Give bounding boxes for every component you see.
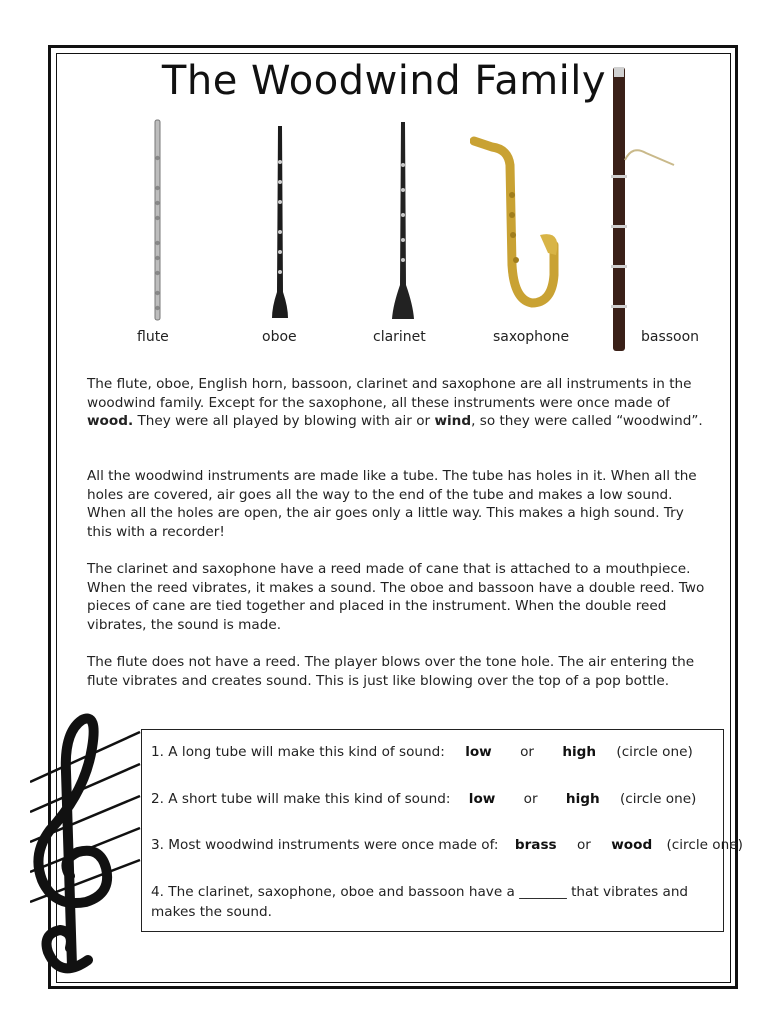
instrument-label-saxophone: saxophone [493, 329, 570, 345]
or-text: or [520, 744, 534, 760]
option-wood[interactable]: wood [611, 837, 653, 853]
clarinet-icon [390, 120, 416, 322]
or-text: or [576, 837, 591, 853]
circle-one-hint: (circle one) [666, 837, 743, 853]
or-text: or [523, 791, 538, 807]
instrument-label-oboe: oboe [262, 329, 297, 345]
question-text-line-2: makes the sound. [151, 904, 272, 920]
bassoon-icon [606, 65, 678, 355]
paragraph-flute: The flute does not have a reed. The player blows over the tone hole. The air entering the flute vibrates and creates sound. This is just like blowing over the top of a pop bottle. [87, 654, 695, 689]
instrument-label-bassoon: bassoon [641, 329, 700, 345]
option-high[interactable]: high [562, 744, 597, 760]
quiz-question-3 [151, 837, 743, 853]
question-text-line-1: 4. The clarinet, saxophone, oboe and bassoon have a _______ that vibrates and [151, 884, 689, 900]
instrument-label-clarinet: clarinet [373, 329, 426, 345]
quiz-question-1 [151, 744, 693, 760]
option-brass[interactable]: brass [514, 837, 557, 853]
option-low[interactable]: low [468, 791, 496, 807]
circle-one-hint: (circle one) [619, 791, 697, 807]
question-text: 1. A long tube will make this kind of sound: [151, 744, 445, 760]
paragraph-tube: All the woodwind instruments are made like a tube. The tube has holes in it. When all the holes are covered, air goes all the way to the end of the tube and makes a low sound. When all the holes are open, the air goes only a little way. This makes a high sound. Try this with a recorder! [87, 468, 697, 540]
instrument-label-flute: flute [137, 329, 169, 345]
option-high[interactable]: high [565, 791, 600, 807]
quiz-question-2 [151, 791, 696, 807]
question-text: 2. A short tube will make this kind of sound: [151, 791, 451, 807]
question-text: 3. Most woodwind instruments were once made of: [151, 837, 499, 853]
paragraph-reed: The clarinet and saxophone have a reed made of cane that is attached to a mouthpiece. When the reed vibrates, it makes a sound. The oboe and bassoon have a double reed. Two pieces of cane are tied together and placed in the instrument. When the double reed vibrates, the sound is made. [87, 561, 705, 633]
oboe-icon [268, 122, 292, 322]
flute-icon [146, 118, 170, 323]
quiz-question-4 [151, 884, 688, 920]
page-title: The Woodwind Family [161, 58, 607, 104]
option-low[interactable]: low [465, 744, 492, 760]
saxophone-icon [470, 135, 562, 310]
treble-clef-icon [30, 712, 145, 984]
paragraph-intro: The flute, oboe, English horn, bassoon, clarinet and saxophone are all instruments in the woodwind family. Except for the saxophone, all these instruments were once made of wood. They were all played by blowing with air or wind, so they were called “woodwind”. [87, 376, 703, 430]
circle-one-hint: (circle one) [616, 744, 693, 760]
